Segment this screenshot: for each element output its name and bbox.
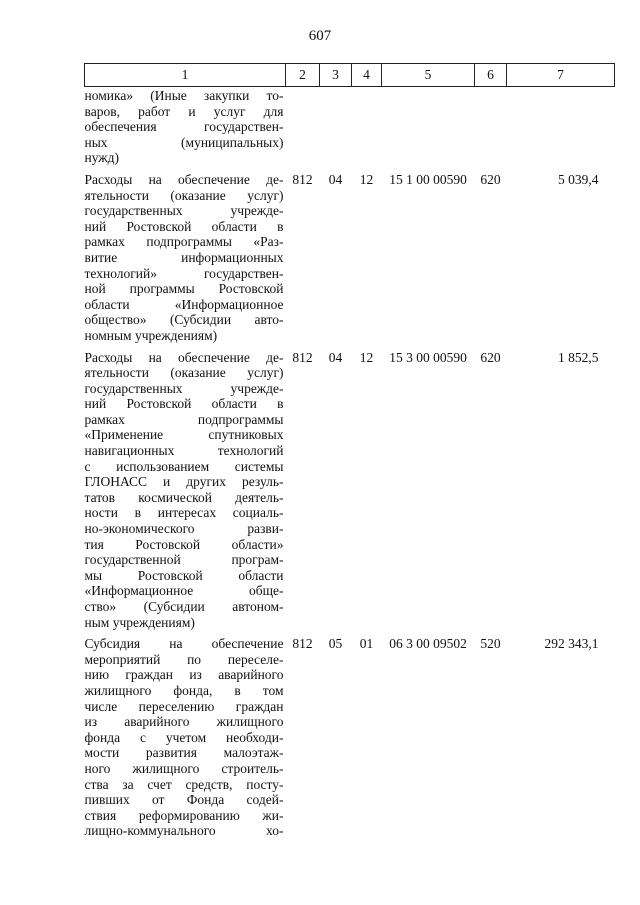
- expense-type-code: [475, 87, 507, 169]
- table-header-row: [85, 64, 615, 87]
- column-header: 4: [352, 64, 382, 87]
- table-row: [85, 347, 615, 634]
- description-line: ной программы Ростовской: [84, 281, 284, 297]
- description-line: номным учреждениям): [84, 327, 218, 343]
- section-code: 05: [328, 636, 343, 652]
- amount-value: 1 852,5: [558, 349, 599, 365]
- description-line: ным учреждениям): [84, 614, 195, 630]
- description-line: Расходы на обеспечение де-: [84, 171, 284, 187]
- description-line: Расходы на обеспечение де-: [84, 349, 284, 365]
- column-header: 2: [286, 64, 320, 87]
- row-description: [85, 169, 286, 347]
- description-line: ний Ростовской области в: [84, 218, 284, 234]
- subsection-code: 12: [359, 171, 374, 187]
- description-line: ятельности (оказание услуг): [84, 187, 284, 203]
- expense-type-code: 520: [480, 636, 501, 652]
- description-line: мы Ростовской области: [84, 567, 284, 583]
- expense-type-code: 620: [480, 171, 501, 187]
- subsection-code: 12: [359, 349, 374, 365]
- description-line: ГЛОНАСС и других резуль-: [84, 474, 284, 490]
- description-line: «Применение спутниковых: [84, 427, 284, 443]
- page-number: 607: [308, 28, 332, 44]
- description-line: нию граждан из аварийного: [84, 667, 284, 683]
- table-row: [85, 169, 615, 347]
- description-line: мероприятий по переселе-: [84, 651, 284, 667]
- column-header: 1: [85, 64, 286, 87]
- amount-value: 292 343,1: [544, 636, 599, 652]
- description-line: ятельности (оказание услуг): [84, 365, 284, 381]
- description-line: ний Ростовской области в: [84, 396, 284, 412]
- description-line: области «Информационное: [84, 296, 284, 312]
- amount-value: 5 039,4: [558, 171, 599, 187]
- ministry-code: [286, 87, 320, 169]
- description-line: навигационных технологий: [84, 443, 284, 459]
- description-line: государственных учрежде-: [84, 203, 284, 219]
- target-article-code: 15 1 00 00590: [389, 171, 467, 187]
- table-row: [85, 633, 615, 842]
- row-description: [85, 633, 286, 842]
- description-line: жилищного фонда, в том: [84, 682, 284, 698]
- description-line: варов, работ и услуг для: [84, 103, 284, 119]
- description-line: ности в интересах социаль-: [84, 505, 284, 521]
- description-line: номика» (Иные закупки то-: [84, 88, 284, 103]
- column-header: 5: [382, 64, 475, 87]
- section-code: [320, 87, 352, 169]
- ministry-code: 812: [292, 171, 313, 187]
- description-line: тия Ростовской области»: [84, 536, 284, 552]
- description-line: с использованием системы: [84, 458, 284, 474]
- description-line: мости развития малоэтаж-: [84, 745, 284, 761]
- table-row: [85, 87, 615, 169]
- target-article-code: [382, 87, 475, 169]
- description-line: общество» (Субсидии авто-: [84, 312, 284, 328]
- expense-type-code: 620: [480, 349, 501, 365]
- budget-table: [84, 63, 615, 842]
- target-article-code: 06 3 00 09502: [389, 636, 467, 652]
- target-article-code: 15 3 00 00590: [389, 349, 467, 365]
- column-header: 6: [475, 64, 507, 87]
- description-line: но-экономического разви-: [84, 521, 284, 537]
- subsection-code: [352, 87, 382, 169]
- column-header: 7: [507, 64, 615, 87]
- description-line: ного жилищного строитель-: [84, 760, 284, 776]
- column-header: 3: [320, 64, 352, 87]
- row-description: [85, 87, 286, 169]
- description-line: из аварийного жилищного: [84, 714, 284, 730]
- description-line: числе переселению граждан: [84, 698, 284, 714]
- description-line: «Информационное обще-: [84, 583, 284, 599]
- description-line: пивших от Фонда содей-: [84, 792, 284, 808]
- ministry-code: 812: [292, 349, 313, 365]
- description-line: технологий» государствен-: [84, 265, 284, 281]
- section-code: 04: [328, 349, 343, 365]
- description-line: ствия реформированию жи-: [84, 807, 284, 823]
- row-description: [85, 347, 286, 634]
- amount-value: [507, 87, 615, 169]
- description-line: ных (муниципальных): [84, 134, 284, 150]
- description-line: ство» (Субсидии автоном-: [84, 599, 284, 614]
- description-line: лищно-коммунального хо-: [84, 823, 284, 839]
- description-line: рамках подпрограммы «Раз-: [84, 234, 284, 250]
- description-line: Субсидия на обеспечение: [84, 636, 284, 652]
- description-line: государственных учрежде-: [84, 380, 284, 396]
- ministry-code: 812: [292, 636, 313, 652]
- description-line: государственной програм-: [84, 552, 284, 568]
- section-code: 04: [328, 171, 343, 187]
- description-line: обеспечения государствен-: [84, 119, 284, 135]
- description-line: татов космической деятель-: [84, 489, 284, 505]
- description-line: нужд): [84, 150, 119, 166]
- description-line: фонда с учетом необходи-: [84, 729, 284, 745]
- description-line: витие информационных: [84, 249, 284, 265]
- description-line: рамках подпрограммы: [84, 411, 284, 427]
- subsection-code: 01: [359, 636, 374, 652]
- description-line: ства за счет средств, посту-: [84, 776, 284, 792]
